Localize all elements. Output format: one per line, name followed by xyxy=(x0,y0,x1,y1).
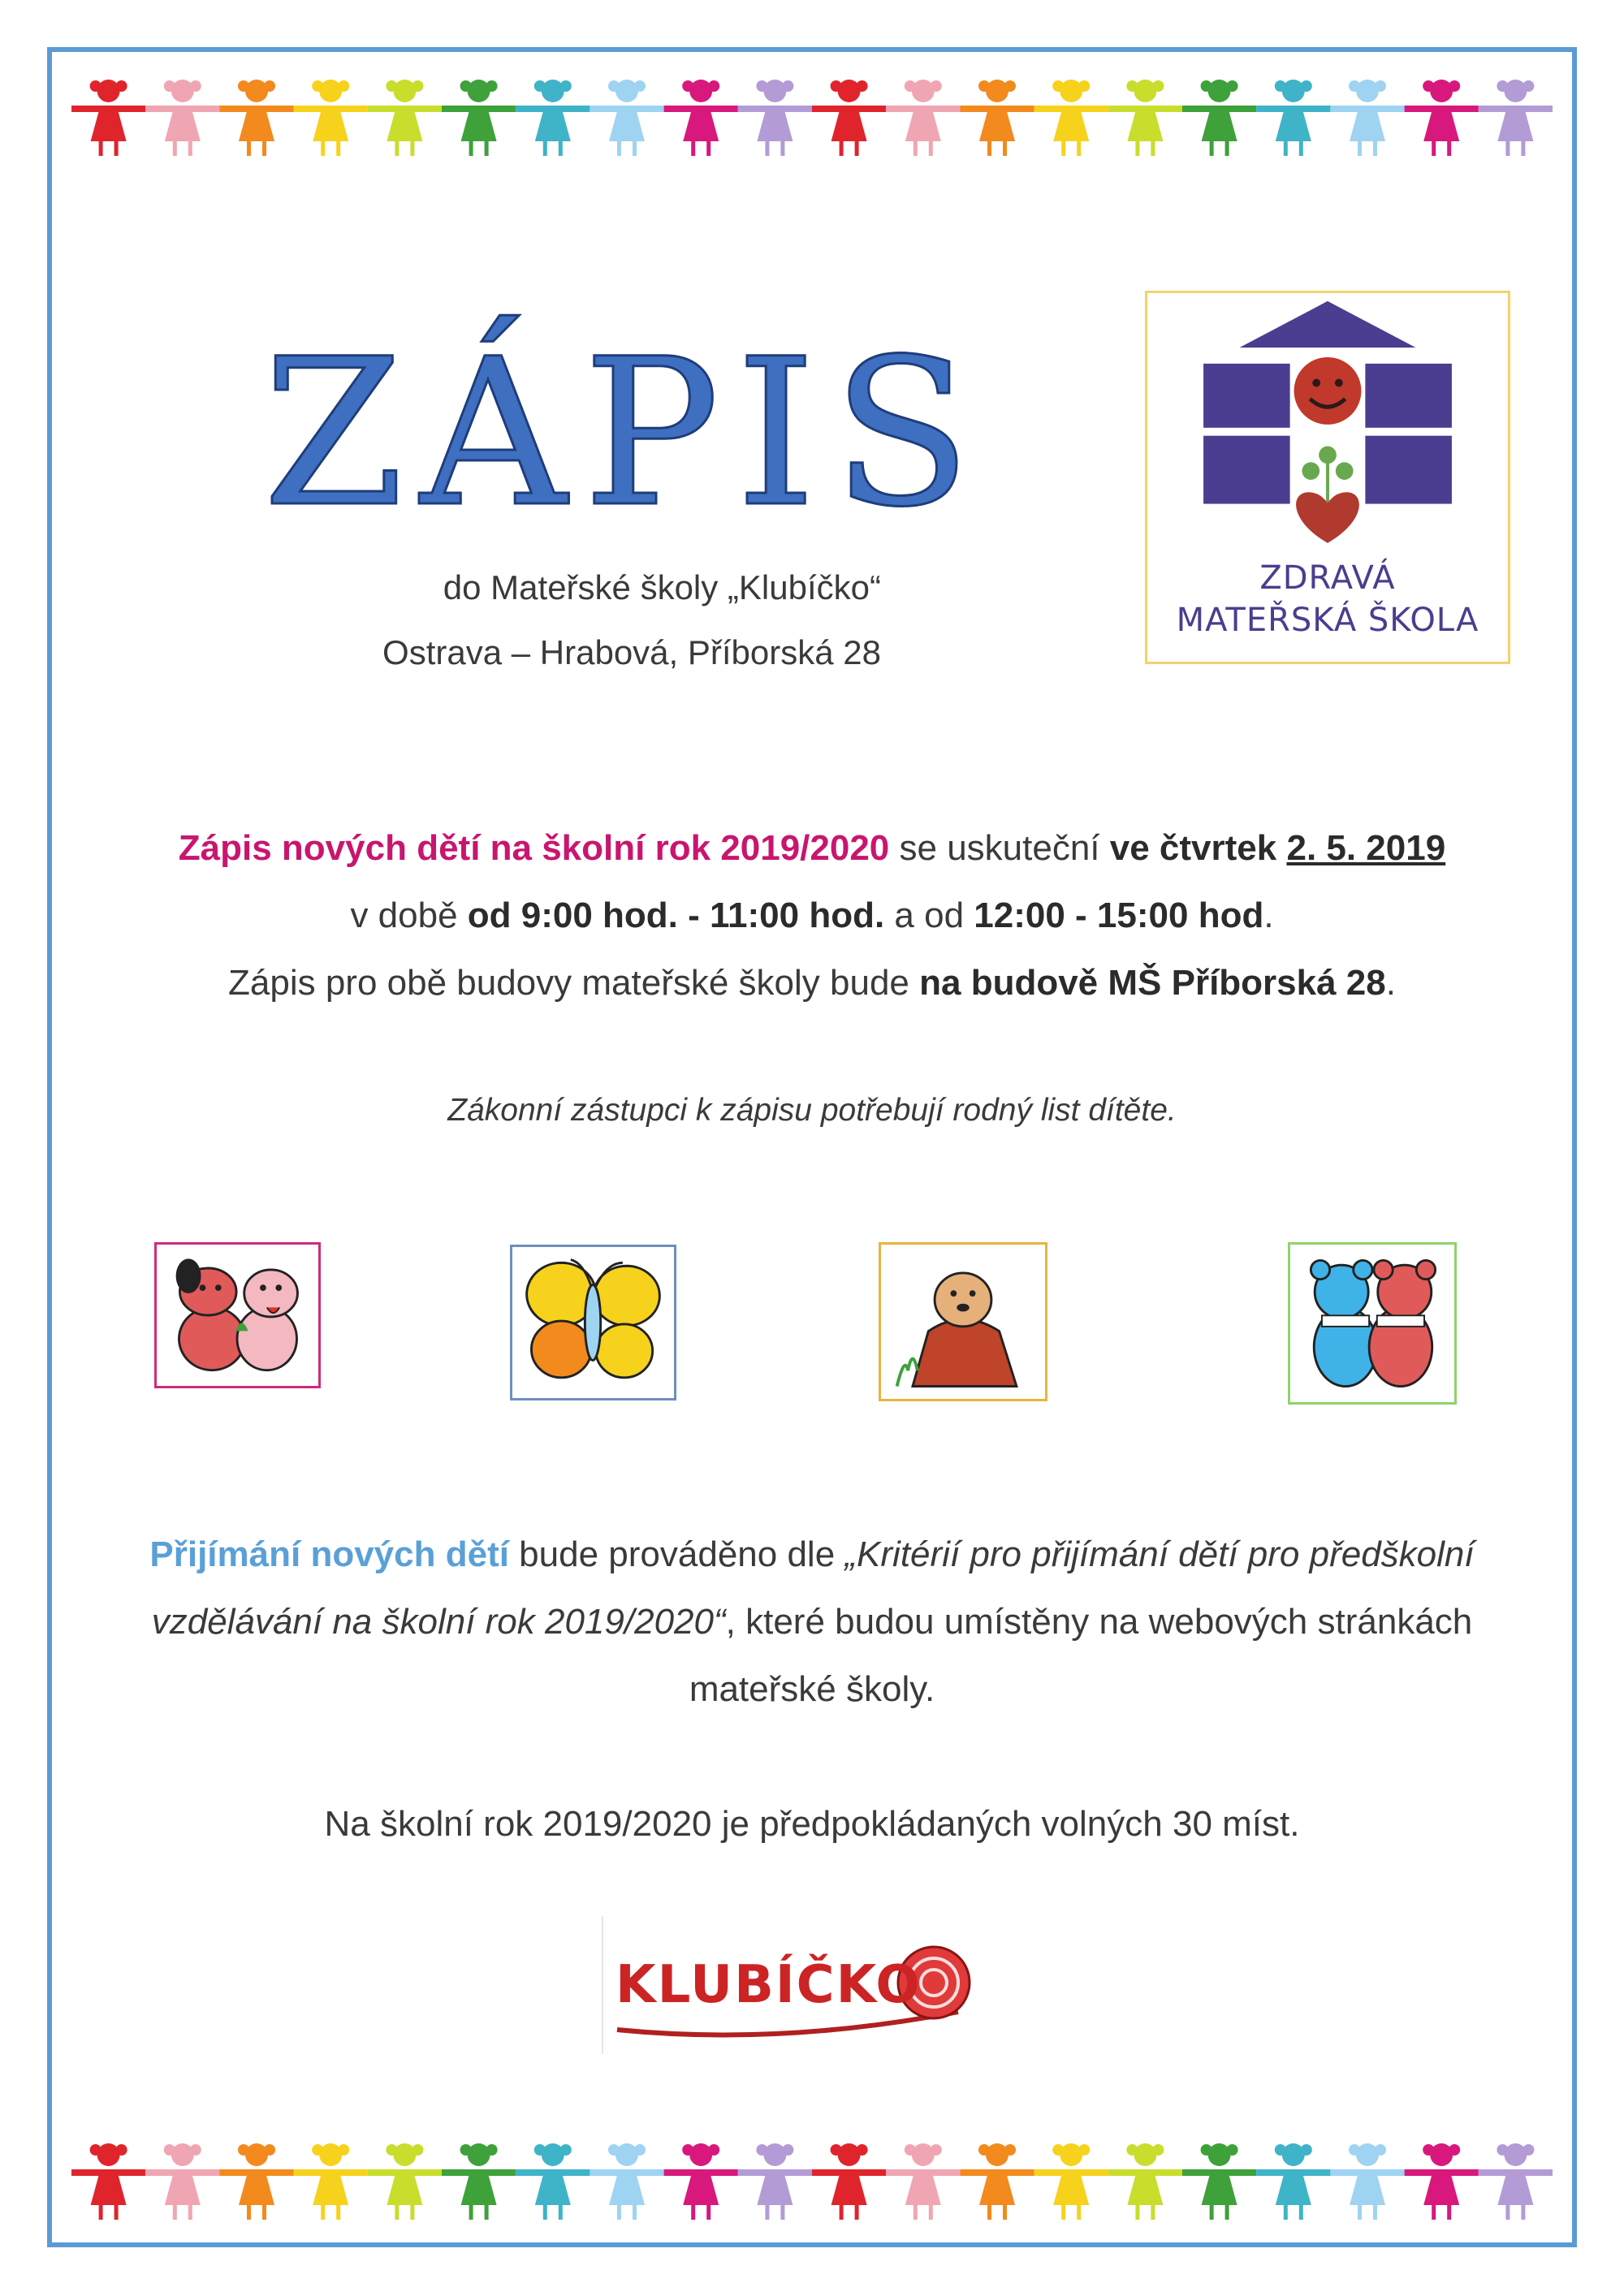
kid-figure xyxy=(1108,80,1182,156)
kid-figure xyxy=(886,2143,960,2220)
subtitle-school: do Mateřské školy „Klubíčko“ xyxy=(443,568,881,606)
kid-figure xyxy=(1256,2143,1330,2220)
text-fragment: , které budou umístěny na webových stránkách xyxy=(725,1602,1473,1642)
enrollment-date: 2. 5. 2019 xyxy=(1286,828,1446,868)
healthy-school-logo xyxy=(1145,291,1510,664)
kid-figure xyxy=(1108,2143,1182,2220)
kid-figure xyxy=(71,80,145,156)
kid-figure xyxy=(368,80,442,156)
kid-figure xyxy=(1182,2143,1256,2220)
kid-figure xyxy=(516,2143,590,2220)
kid-figure xyxy=(219,80,293,156)
butterfly-picture xyxy=(510,1245,676,1400)
kid-figure xyxy=(145,80,219,156)
mole-picture xyxy=(879,1242,1047,1401)
admission-line3: mateřské školy. xyxy=(689,1669,935,1709)
kid-figure xyxy=(738,80,812,156)
announcement-line3 xyxy=(81,963,1543,1003)
kid-figure xyxy=(590,80,663,156)
kid-figure xyxy=(516,80,590,156)
kid-figure xyxy=(1479,80,1553,156)
kid-figure xyxy=(1330,2143,1404,2220)
admission-line1 xyxy=(81,1534,1543,1575)
kid-figure xyxy=(294,2143,368,2220)
kids-border-bottom xyxy=(71,2137,1553,2226)
criteria-title-end: vzdělávání na školní rok 2019/2020“ xyxy=(151,1602,726,1642)
bears-picture xyxy=(1288,1242,1457,1405)
kid-figure xyxy=(442,80,516,156)
logo-line2: MATEŘSKÁ ŠKOLA xyxy=(1176,602,1479,639)
kid-figure xyxy=(1479,2143,1553,2220)
text-fragment: a od xyxy=(884,896,974,935)
time-afternoon: 12:00 - 15:00 hod xyxy=(974,896,1264,935)
kid-figure xyxy=(960,80,1034,156)
kid-figure xyxy=(1182,80,1256,156)
kid-figure xyxy=(960,2143,1034,2220)
kid-figure xyxy=(1405,2143,1479,2220)
title-text: ZÁPIS xyxy=(262,315,988,551)
kid-figure xyxy=(219,2143,293,2220)
kid-figure xyxy=(1405,80,1479,156)
text-fragment: . xyxy=(1385,963,1396,1003)
free-places: Na školní rok 2019/2020 je předpokládaných volných 30 míst. xyxy=(324,1804,1300,1844)
kid-figure xyxy=(145,2143,219,2220)
announcement-line1 xyxy=(81,828,1543,869)
kid-figure xyxy=(812,80,886,156)
kid-figure xyxy=(664,80,738,156)
kid-figure xyxy=(368,2143,442,2220)
weekday: ve čtvrtek xyxy=(1109,828,1287,868)
enrollment-heading: Zápis nových dětí na školní rok 2019/2020 xyxy=(178,828,890,868)
admission-heading: Přijímání nových dětí xyxy=(149,1534,509,1574)
location: na budově MŠ Příborská 28 xyxy=(919,963,1386,1003)
kid-figure xyxy=(1330,80,1404,156)
admission-line2 xyxy=(81,1602,1543,1642)
text-fragment: v době xyxy=(350,896,468,935)
criteria-title-start: „Kritérií pro přijímání dětí pro předškolní xyxy=(844,1534,1475,1574)
documents-note: Zákonní zástupci k zápisu potřebují rodný list dítěte. xyxy=(447,1093,1177,1128)
dogs-picture xyxy=(154,1242,321,1388)
kid-figure xyxy=(886,80,960,156)
kid-figure xyxy=(812,2143,886,2220)
text-fragment: . xyxy=(1263,896,1274,935)
klubicko-logo xyxy=(601,1908,991,2062)
subtitle-address: Ostrava – Hrabová, Příborská 28 xyxy=(382,633,881,671)
kid-figure xyxy=(590,2143,663,2220)
logo-line1: ZDRAVÁ xyxy=(1259,559,1396,597)
time-morning: od 9:00 hod. - 11:00 hod. xyxy=(467,896,885,935)
page-title xyxy=(262,315,988,551)
kid-figure xyxy=(1034,2143,1108,2220)
announcement-line2 xyxy=(81,896,1543,936)
kids-border-top xyxy=(71,73,1553,162)
text-fragment: se uskuteční xyxy=(889,828,1110,868)
kid-figure xyxy=(294,80,368,156)
kid-figure xyxy=(664,2143,738,2220)
kid-figure xyxy=(738,2143,812,2220)
klubicko-text: KLUBÍČKO xyxy=(615,1955,922,2015)
text-fragment: bude prováděno dle xyxy=(508,1534,845,1574)
text-fragment: Zápis pro obě budovy mateřské školy bude xyxy=(228,963,920,1003)
kid-figure xyxy=(71,2143,145,2220)
kid-figure xyxy=(1034,80,1108,156)
kid-figure xyxy=(442,2143,516,2220)
kid-figure xyxy=(1256,80,1330,156)
